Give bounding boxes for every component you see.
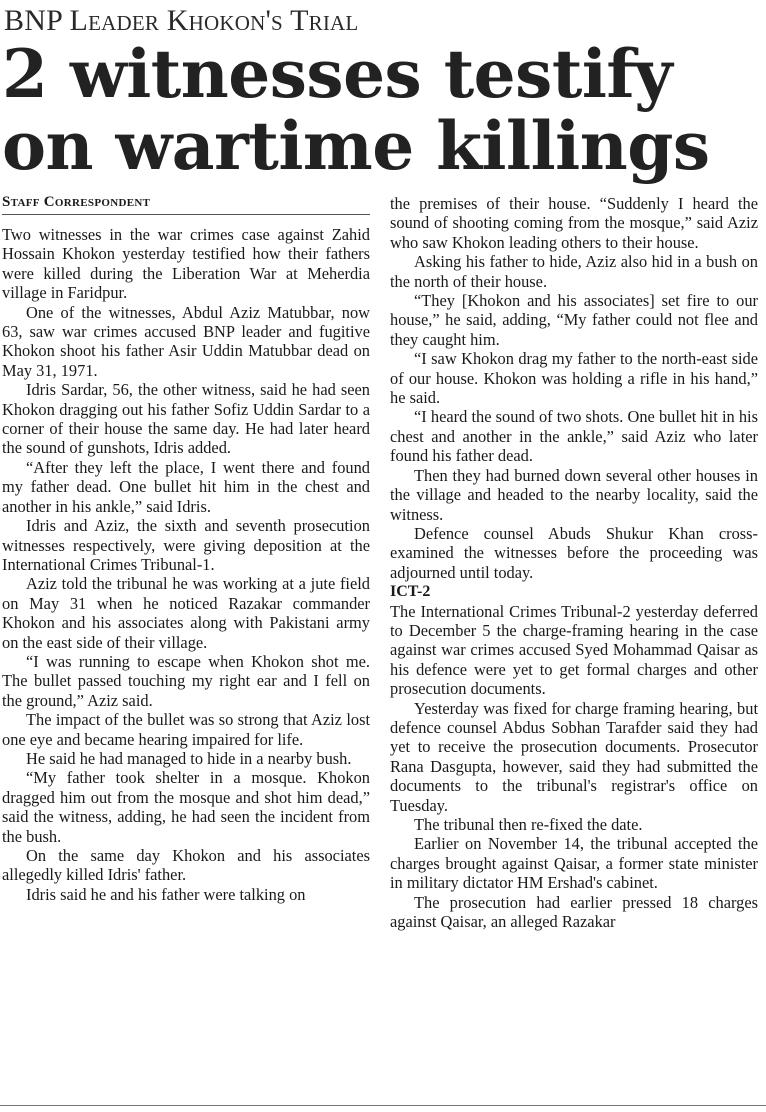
paragraph: Defence counsel Abuds Shukur Khan cross-examined the witnesses before the proceeding was adjourned until today. (390, 523, 758, 582)
paragraph: Two witnesses in the war crimes case against Zahid Hossain Khokon yesterday testified how their fathers were killed during the Liberation War at Meherdia village in Faridpur. (2, 225, 370, 303)
paragraph: “I was running to escape when Khokon shot me. The bullet passed touching my right ear and I fell on the ground,” Aziz said. (2, 651, 370, 710)
article-headline (2, 35, 758, 185)
column-1 (2, 194, 370, 1088)
section-subhead: ICT-2 (390, 583, 431, 601)
paragraph: “My father took shelter in a mosque. Khokon dragged him out from the mosque and shot him dead,” said the witness, adding, he had seen the incident from the bush. (2, 768, 370, 846)
paragraph: The impact of the bullet was so strong that Aziz lost one eye and became hearing impaired for life. (2, 710, 370, 749)
byline: Staff Correspondent (2, 194, 370, 215)
paragraph: Idris and Aziz, the sixth and seventh prosecution witnesses respectively, were giving deposition at the International Crimes Tribunal-1. (2, 516, 370, 574)
paragraph: “They [Khokon and his associates] set fire to our house,” he said, adding, “My father could not flee and they caught him. (390, 291, 758, 349)
paragraph: “I saw Khokon drag my father to the north-east side of our house. Khokon was holding a rifle in his hand,” he said. (390, 349, 758, 408)
paragraph: Yesterday was fixed for charge framing hearing, but defence counsel Abdus Sobhan Tarafder said they had yet to receive the prosecution documents. Prosecutor Rana Dasgupta, however, said they had submitted the documents to the tribunal's registrar's office on Tuesday. (390, 698, 758, 815)
paragraph: Idris Sardar, 56, the other witness, said he had seen Khokon dragging out his father Sofiz Uddin Sardar to a corner of their house the same day. He had later heard the sound of gunshots, Idris added. (2, 380, 370, 458)
paragraph: He said he had managed to hide in a nearby bush. (26, 748, 352, 768)
paragraph: Aziz told the tribunal he was working at a jute field on May 31 when he noticed Razakar commander Khokon and his associates along with Pakistani army on the east side of their village. (2, 574, 370, 652)
paragraph: The International Crimes Tribunal-2 yesterday deferred to December 5 the charge-framing hearing in the case against war crimes accused Syed Mohammad Qaisar as his defence were yet to get formal charges and other prosecution documents. (390, 601, 758, 699)
paragraph: “After they left the place, I went there and found my father dead. One bullet hit him in the chest and another in his ankle,” said Idris. (2, 457, 370, 516)
paragraph: Then they had burned down several other houses in the village and headed to the nearby locality, said the witness. (390, 465, 758, 524)
article-kicker: BNP Leader Khokon's Trial (4, 4, 359, 37)
paragraph: The tribunal then re-fixed the date. (414, 815, 643, 834)
paragraph: the premises of their house. “Suddenly I heard the sound of shooting coming from the mosque,” said Aziz who saw Khokon leading others to their house. (390, 194, 758, 252)
paragraph: The prosecution had earlier pressed 18 charges against Qaisar, an alleged Razakar (390, 892, 758, 932)
paragraph: “I heard the sound of two shots. One bullet hit in his chest and another in the ankle,” said Aziz who later found his father dead. (390, 407, 758, 466)
paragraph: Earlier on November 14, the tribunal accepted the charges brought against Qaisar, a former state minister in military dictator HM Ershad's cabinet. (390, 834, 758, 893)
paragraph: Asking his father to hide, Aziz also hid in a bush on the north of their house. (390, 252, 758, 291)
article-body (2, 194, 758, 1088)
bottom-rule (0, 1105, 766, 1106)
column-2 (390, 194, 758, 1088)
paragraph: One of the witnesses, Abdul Aziz Matubbar, now 63, saw war crimes accused BNP leader and fugitive Khokon shoot his father Asir Uddin Matubbar dead on May 31, 1971. (2, 302, 370, 380)
paragraph: Idris said he and his father were talking on (26, 884, 306, 904)
headline-line-1: 2 witnesses testify (2, 35, 673, 113)
paragraph: On the same day Khokon and his associates allegedly killed Idris' father. (2, 846, 370, 885)
headline-line-2: on wartime killings (2, 107, 710, 185)
